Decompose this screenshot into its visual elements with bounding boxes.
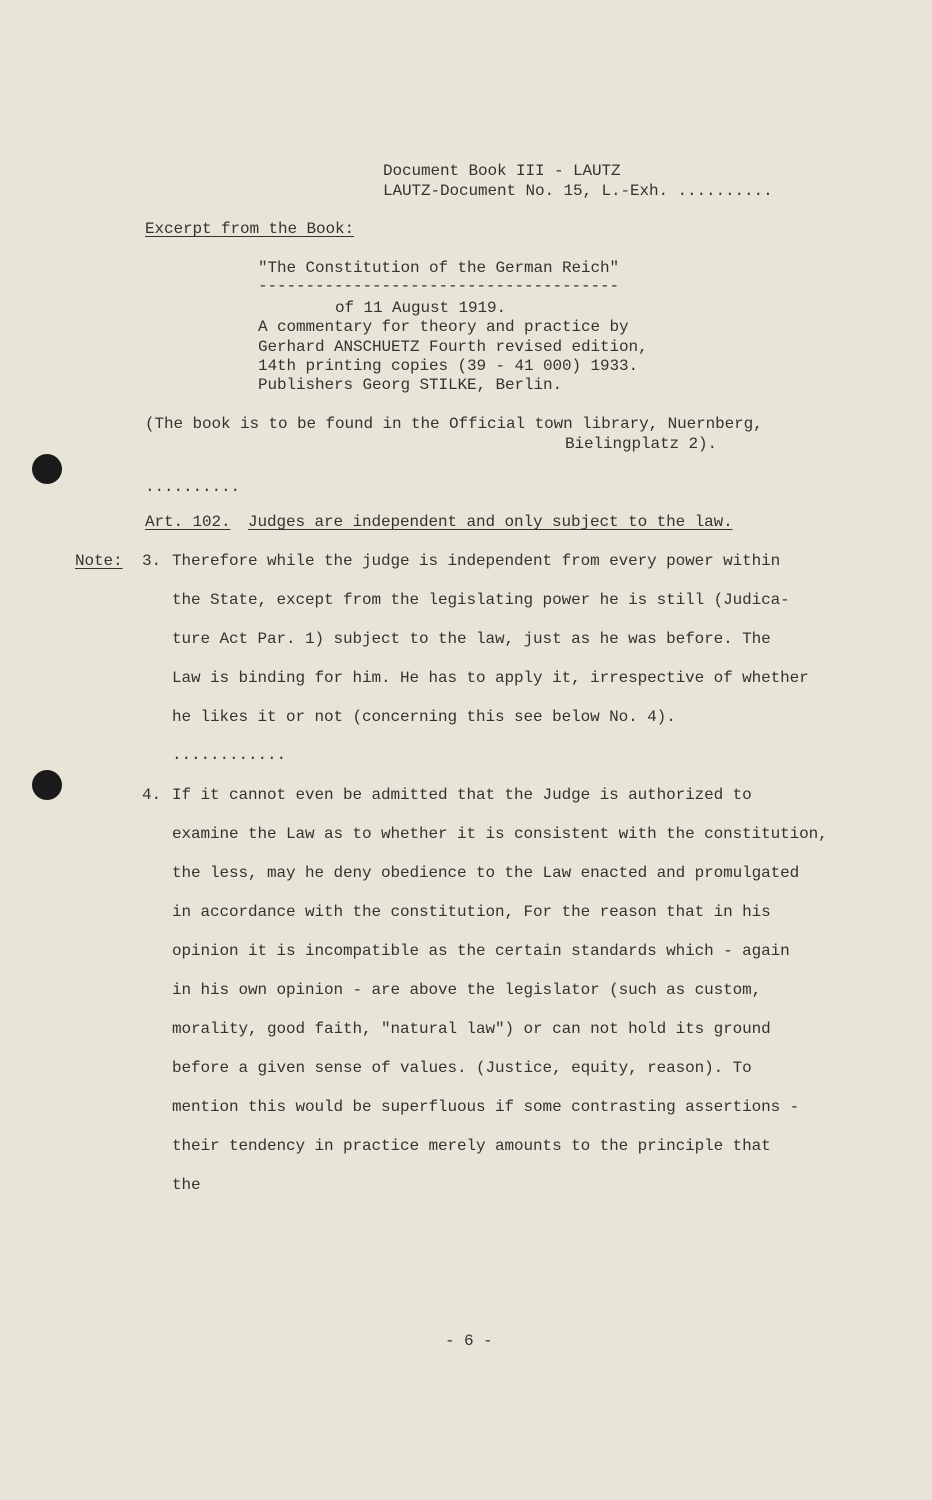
para4-line: morality, good faith, "natural law") or can not hold its ground	[172, 1020, 771, 1038]
location-line-2: Bielingplatz 2).	[565, 435, 718, 453]
para4-line: the	[172, 1176, 201, 1194]
para4-line: the less, may he deny obedience to the Law enacted and promulgated	[172, 864, 800, 882]
para3-line: ture Act Par. 1) subject to the law, just as he was before. The	[172, 630, 771, 648]
book-line: 14th printing copies (39 - 41 000) 1933.	[258, 357, 639, 375]
para4-line: If it cannot even be admitted that the Judge is authorized to	[172, 786, 752, 804]
para4-line: in his own opinion - are above the legislator (such as custom,	[172, 981, 762, 999]
para3-line: the State, except from the legislating power he is still (Judica-	[172, 591, 790, 609]
header-line-2: LAUTZ-Document No. 15, L.-Exh. ..........	[383, 182, 773, 200]
para3-line: he likes it or not (concerning this see below No. 4).	[172, 708, 676, 726]
note-label: Note:	[75, 552, 123, 570]
article-label: Art. 102.	[145, 513, 231, 531]
para3-line: Law is binding for him. He has to apply it, irrespective of whether	[172, 669, 809, 687]
para4-line: before a given sense of values. (Justice, equity, reason). To	[172, 1059, 752, 1077]
excerpt-heading: Excerpt from the Book:	[145, 220, 355, 238]
para4-line: examine the Law as to whether it is consistent with the constitution,	[172, 825, 828, 843]
para4-line: mention this would be superfluous if some contrasting assertions -	[172, 1098, 800, 1116]
book-line: A commentary for theory and practice by	[258, 318, 629, 336]
ellipsis: ..........	[145, 478, 241, 496]
ellipsis: ............	[172, 746, 287, 764]
location-line-1: (The book is to be found in the Official town library, Nuernberg,	[145, 415, 763, 433]
page-number: - 6 -	[445, 1332, 493, 1350]
header-line-1: Document Book III - LAUTZ	[383, 162, 621, 180]
para3-line: Therefore while the judge is independent from every power within	[172, 552, 781, 570]
para4-line: opinion it is incompatible as the certain standards which - again	[172, 942, 790, 960]
book-date: of 11 August 1919.	[335, 299, 507, 317]
book-line: Publishers Georg STILKE, Berlin.	[258, 376, 563, 394]
para4-line: in accordance with the constitution, For the reason that in his	[172, 903, 771, 921]
para4-number: 4.	[142, 786, 162, 804]
article-text: Judges are independent and only subject to the law.	[248, 513, 733, 531]
para4-line: their tendency in practice merely amounts to the principle that	[172, 1137, 771, 1155]
book-title-rule: --------------------------------------	[258, 277, 620, 295]
punch-hole	[32, 770, 62, 800]
book-title: "The Constitution of the German Reich"	[258, 259, 620, 277]
book-line: Gerhard ANSCHUETZ Fourth revised edition,	[258, 338, 648, 356]
para3-number: 3.	[142, 552, 162, 570]
punch-hole	[32, 454, 62, 484]
